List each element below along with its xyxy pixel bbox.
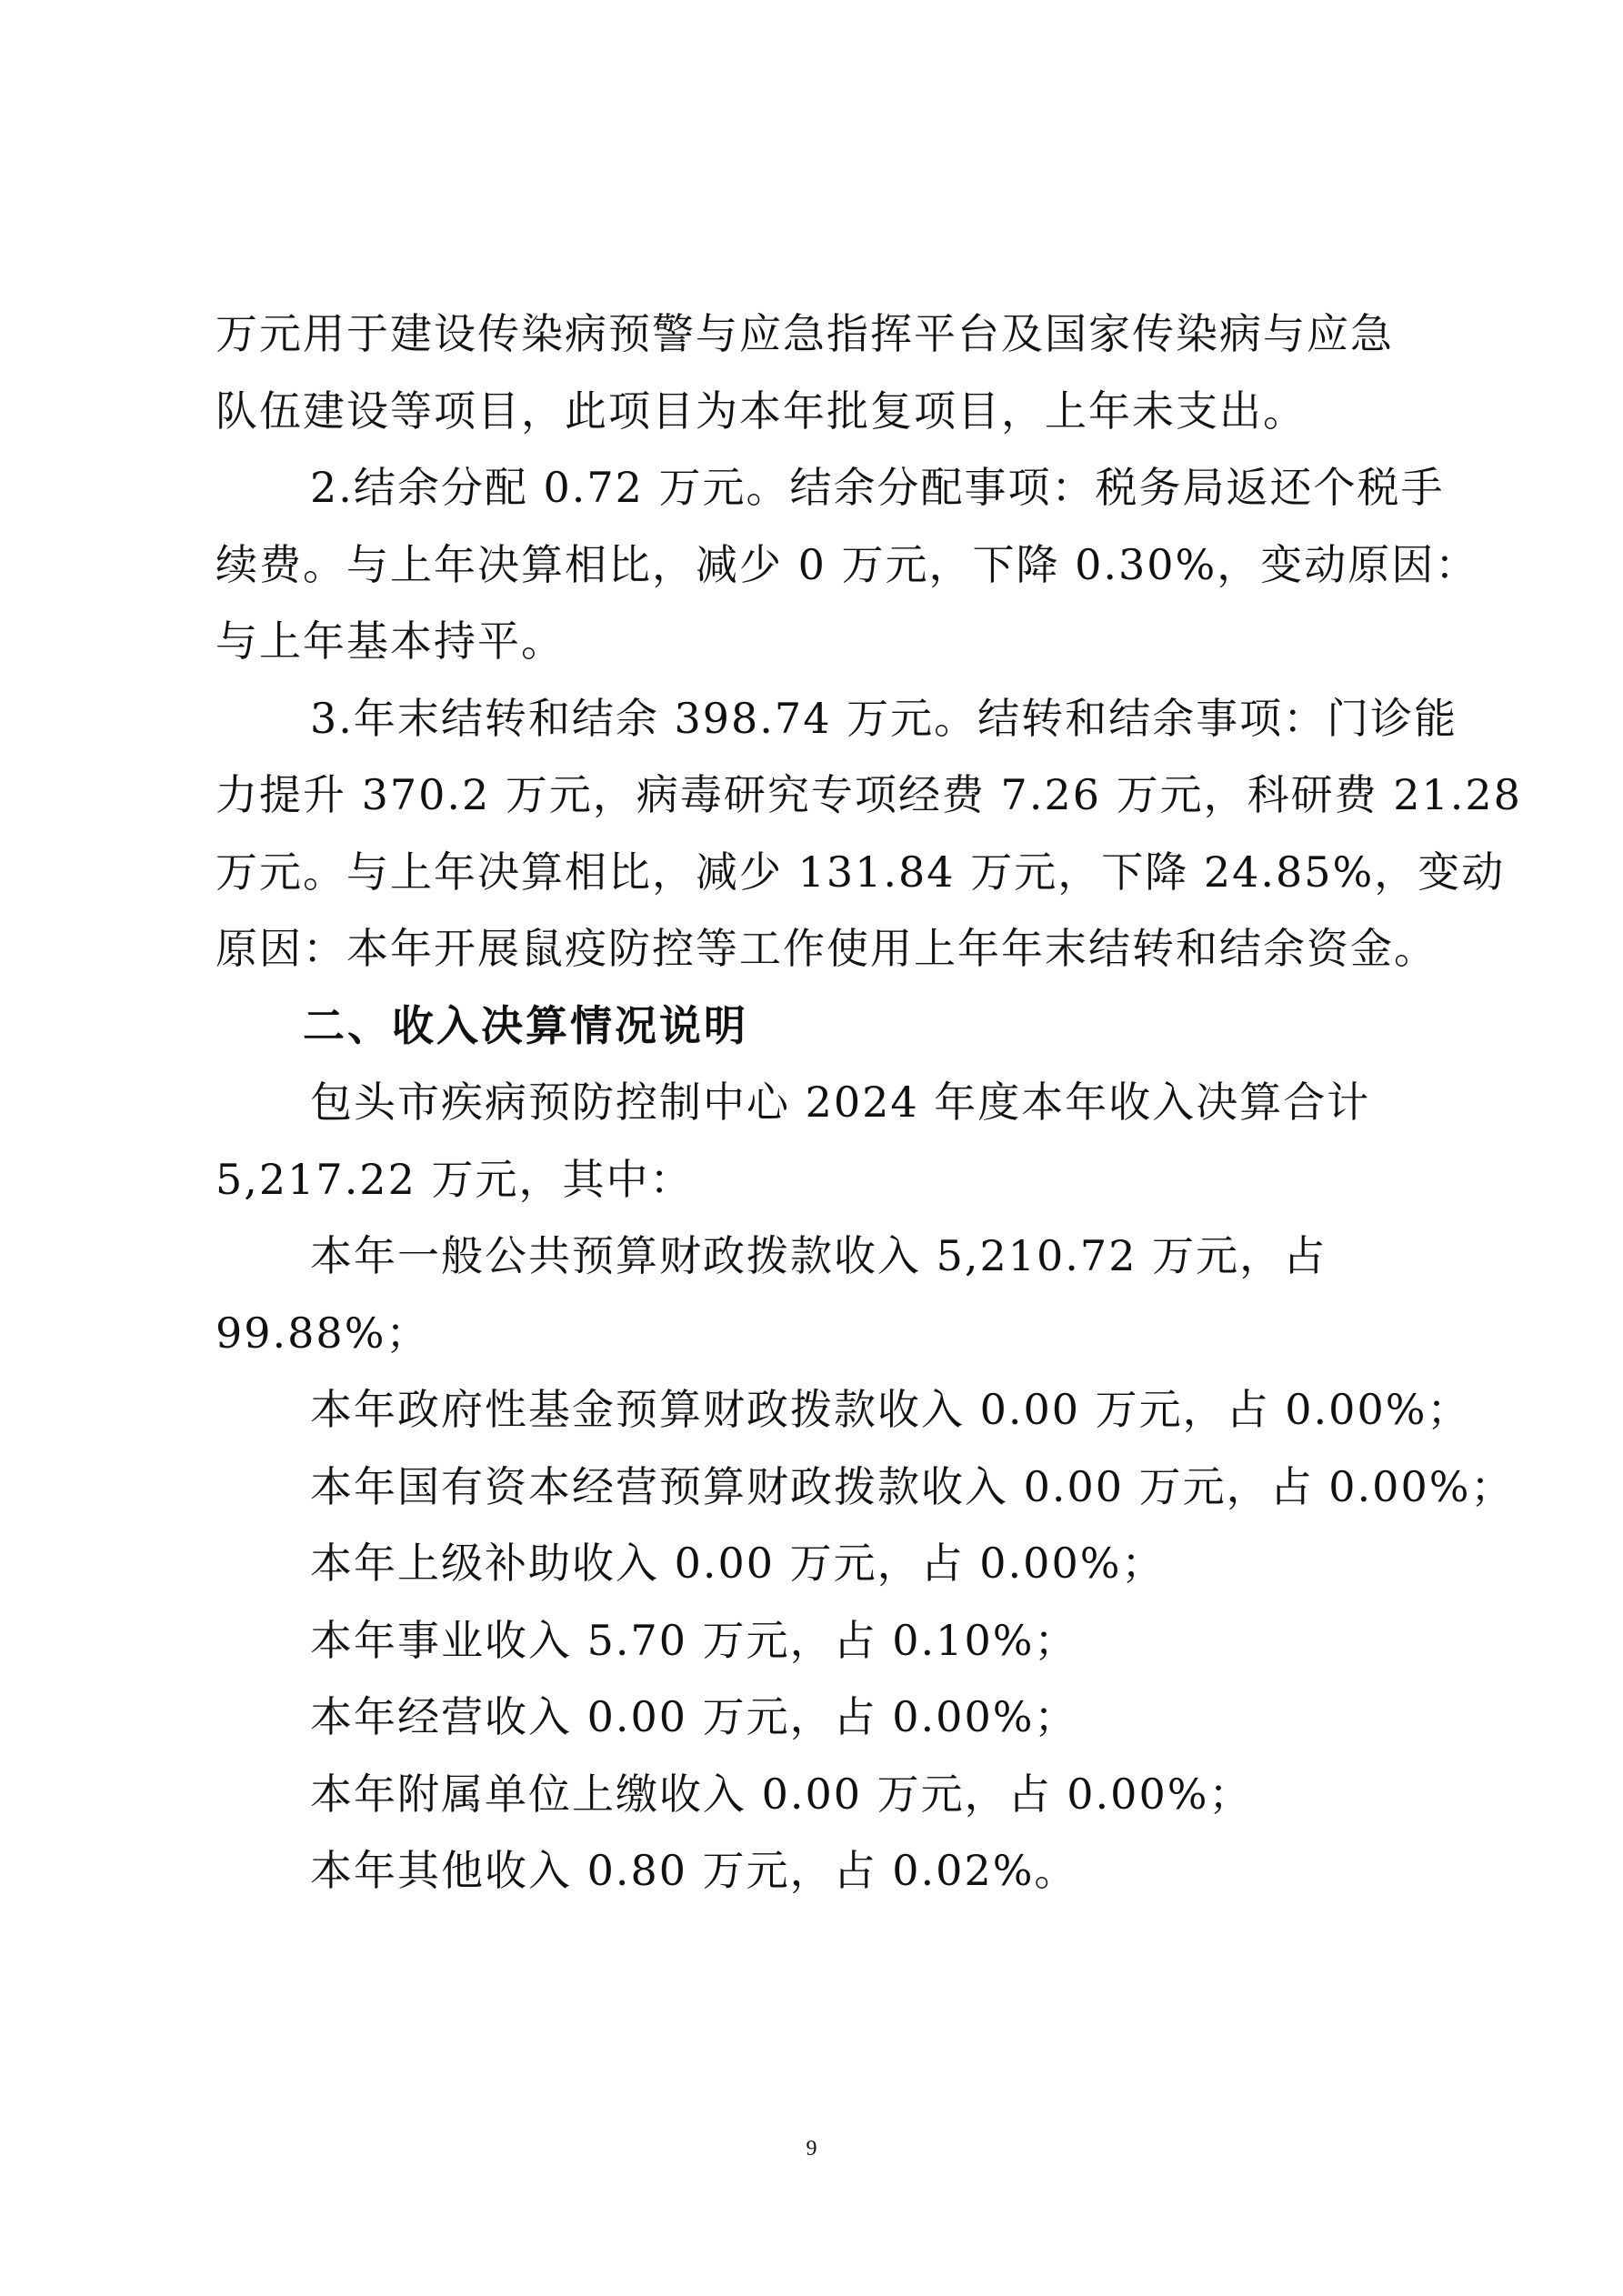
paragraph-line: 2.结余分配 0.72 万元。结余分配事项：税务局返还个税手 bbox=[310, 463, 1445, 512]
paragraph-line: 原因：本年开展鼠疫防控等工作使用上年年末结转和结余资金。 bbox=[215, 924, 1438, 973]
paragraph-line: 力提升 370.2 万元，病毒研究专项经费 7.26 万元，科研费 21.28 bbox=[215, 770, 1522, 819]
paragraph-line: 5,217.22 万元，其中： bbox=[215, 1154, 694, 1204]
paragraph-line: 队伍建设等项目，此项目为本年批复项目，上年未支出。 bbox=[215, 386, 1307, 436]
paragraph-line: 3.年末结转和结余 398.74 万元。结转和结余事项：门诊能 bbox=[310, 693, 1458, 743]
paragraph-line: 本年国有资本经营预算财政拨款收入 0.00 万元，占 0.00%； bbox=[310, 1461, 1515, 1511]
paragraph-line: 本年上级补助收入 0.00 万元，占 0.00%； bbox=[310, 1539, 1166, 1588]
paragraph-line: 万元。与上年决算相比，减少 131.84 万元，下降 24.85%，变动 bbox=[215, 847, 1506, 897]
paragraph-line: 续费。与上年决算相比，减少 0 万元，下降 0.30%，变动原因： bbox=[215, 539, 1479, 589]
document-body bbox=[215, 296, 1522, 1910]
paragraph-line: 本年事业收入 5.70 万元，占 0.10%； bbox=[310, 1615, 1078, 1665]
paragraph-line: 包头市疾病预防控制中心 2024 年度本年收入决算合计 bbox=[310, 1078, 1371, 1127]
paragraph-line: 本年政府性基金预算财政拨款收入 0.00 万元，占 0.00%； bbox=[310, 1385, 1471, 1434]
paragraph-line: 本年附属单位上缴收入 0.00 万元，占 0.00%； bbox=[310, 1769, 1253, 1819]
paragraph-line: 万元用于建设传染病预警与应急指挥平台及国家传染病与应急 bbox=[215, 309, 1394, 358]
paragraph-line: 99.88%； bbox=[215, 1308, 430, 1358]
page-number: 9 bbox=[806, 2137, 817, 2161]
paragraph-line: 本年其他收入 0.80 万元，占 0.02%。 bbox=[310, 1846, 1078, 1895]
paragraph-line: 本年一般公共预算财政拨款收入 5,210.72 万元，占 bbox=[310, 1231, 1327, 1280]
paragraph-line: 本年经营收入 0.00 万元，占 0.00%； bbox=[310, 1692, 1078, 1741]
section-heading: 二、收入决算情况说明 bbox=[303, 1000, 748, 1050]
paragraph-line: 与上年基本持平。 bbox=[215, 617, 565, 666]
